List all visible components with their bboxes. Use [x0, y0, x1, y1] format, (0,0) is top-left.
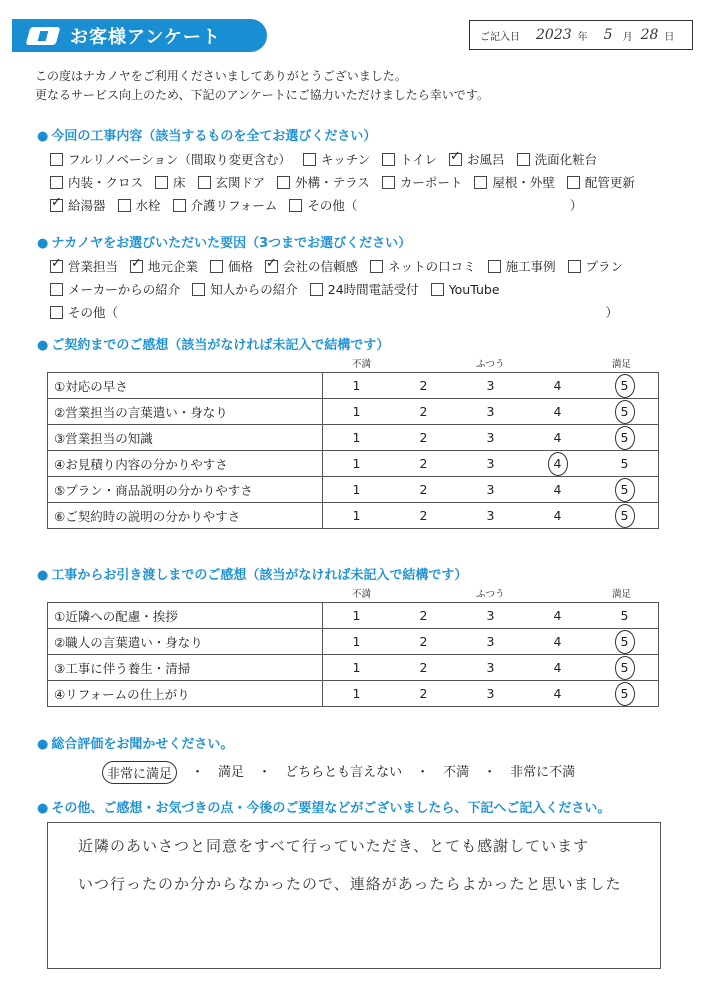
header-bar	[12, 19, 267, 52]
checkbox-label: 洗面化粧台	[534, 152, 598, 167]
checkbox-unchecked[interactable]	[173, 199, 186, 212]
rating-option-1[interactable]: 1	[323, 425, 391, 451]
checkbox-label: トイレ	[400, 152, 438, 167]
checkbox-unchecked[interactable]	[517, 153, 530, 166]
separator: ・	[416, 765, 430, 780]
table-row	[48, 399, 659, 425]
question-cell: ②営業担当の言葉遣い・身なり	[48, 399, 323, 425]
comment-line-1: 近隣のあいさつと同意をすべて行っていただき、とても感謝しています	[78, 837, 590, 855]
checkbox-option[interactable]	[474, 173, 555, 191]
checkbox-checked[interactable]	[449, 153, 462, 166]
rating-option-3[interactable]: 3	[457, 399, 524, 425]
checkbox-option[interactable]	[517, 150, 598, 168]
rating-option-1[interactable]: 1	[323, 373, 391, 399]
checkbox-label: 介護リフォーム	[190, 198, 278, 213]
checkbox-option[interactable]	[568, 257, 624, 275]
checkbox-unchecked[interactable]	[310, 283, 323, 296]
intro-text	[35, 67, 489, 105]
table-row	[48, 451, 659, 477]
checkbox-option[interactable]	[173, 196, 278, 214]
section1-title: ● 今回の工事内容（該当するものを全てお選びください）	[37, 125, 376, 144]
checkbox-label: 施工事例	[505, 259, 556, 274]
checkbox-option[interactable]	[198, 173, 266, 191]
checkbox-option[interactable]	[118, 196, 161, 214]
rating-option-3[interactable]: 3	[457, 373, 524, 399]
selected-rating: 5	[615, 374, 635, 398]
question-cell: ③工事に伴う養生・清掃	[48, 655, 323, 681]
date-field	[469, 20, 693, 50]
checkbox-label: カーポート	[399, 175, 463, 190]
checkbox-option[interactable]	[50, 257, 118, 275]
date-month-unit: 月	[622, 31, 633, 43]
checkbox-label: 営業担当	[68, 259, 119, 274]
checkbox-unchecked[interactable]	[474, 176, 487, 189]
checkbox-option[interactable]	[449, 150, 505, 168]
checkbox-option[interactable]	[303, 150, 370, 168]
checkbox-label: 屋根・外壁	[492, 175, 555, 190]
checkbox-unchecked[interactable]	[568, 260, 581, 273]
table-row	[48, 655, 659, 681]
scale-high-label: 満足	[612, 589, 632, 600]
checkbox-option[interactable]	[310, 280, 419, 298]
selected-rating: 5	[615, 478, 635, 502]
checkbox-option[interactable]	[382, 173, 463, 191]
checkbox-row	[50, 196, 594, 214]
question-cell: ⑥ご契約時の説明の分かりやすさ	[48, 503, 323, 529]
checkbox-unchecked[interactable]	[277, 176, 290, 189]
section4-title: ● 工事からお引き渡しまでのご感想（該当がなければ未記入で結構です）	[37, 564, 467, 583]
rating-option-3[interactable]: 3	[457, 503, 524, 529]
rating-option-1[interactable]: 1	[323, 603, 391, 629]
scale-high-label: 満足	[612, 359, 632, 370]
table-row	[48, 681, 659, 707]
checkbox-row	[50, 150, 609, 168]
table-row	[48, 477, 659, 503]
selected-rating: 5	[615, 400, 635, 424]
rating-option-4[interactable]	[524, 451, 591, 477]
checkbox-label: 玄関ドア	[215, 175, 266, 190]
rating-option-3[interactable]: 3	[457, 477, 524, 503]
checkbox-option[interactable]	[50, 150, 291, 168]
checkbox-label: その他（ ）	[307, 198, 583, 213]
selected-rating: 5	[615, 426, 635, 450]
checkbox-label: メーカーからの紹介	[68, 282, 181, 297]
checkbox-label: お風呂	[467, 152, 505, 167]
rating-option-2[interactable]: 2	[390, 655, 457, 681]
rating-option-4[interactable]: 4	[524, 603, 591, 629]
rating-option-5[interactable]	[591, 425, 659, 451]
table-row	[48, 603, 659, 629]
rating-option-2[interactable]: 2	[390, 373, 457, 399]
checkbox-label: 給湯器	[68, 198, 106, 213]
checkbox-option[interactable]	[488, 257, 556, 275]
separator: ・	[483, 765, 497, 780]
checkbox-checked[interactable]	[50, 199, 63, 212]
checkbox-unchecked[interactable]	[567, 176, 580, 189]
checkbox-label: プラン	[585, 259, 624, 274]
rating-option-2[interactable]: 2	[390, 603, 457, 629]
checkbox-unchecked[interactable]	[155, 176, 168, 189]
date-month: 5	[603, 27, 613, 43]
rating-option-2[interactable]: 2	[390, 399, 457, 425]
rating-option-4[interactable]: 4	[524, 681, 591, 707]
question-cell: ②職人の言葉遣い・身なり	[48, 629, 323, 655]
checkbox-option[interactable]	[50, 196, 106, 214]
rating-option-1[interactable]: 1	[323, 451, 391, 477]
overall-option[interactable]: 不満	[443, 765, 470, 780]
table-row	[48, 373, 659, 399]
checkbox-option[interactable]	[50, 280, 180, 298]
overall-rating-options	[107, 761, 589, 784]
rating-option-3[interactable]: 3	[457, 425, 524, 451]
rating-option-5[interactable]: 5	[591, 451, 659, 477]
checkbox-label: 24時間電話受付	[327, 282, 419, 297]
question-cell: ④お見積り内容の分かりやすさ	[48, 451, 323, 477]
table-row	[48, 629, 659, 655]
checkbox-label: その他（ ）	[68, 305, 619, 320]
rating-option-4[interactable]: 4	[524, 629, 591, 655]
checkbox-label: キッチン	[321, 152, 371, 167]
rating-option-5[interactable]: 5	[591, 603, 659, 629]
date-label: ご記入日	[480, 31, 520, 43]
checkbox-label: 内装・クロス	[68, 175, 144, 190]
table-row	[48, 503, 659, 529]
selected-rating: 5	[615, 656, 635, 680]
checkbox-option[interactable]	[192, 280, 298, 298]
checkbox-option[interactable]	[130, 257, 198, 275]
rating-option-2[interactable]: 2	[390, 425, 457, 451]
section3-title: ● ご契約までのご感想（該当がなければ未記入で結構です）	[37, 334, 389, 353]
section3-table	[47, 372, 659, 529]
checkbox-checked[interactable]	[130, 260, 143, 273]
overall-option[interactable]: 非常に不満	[510, 765, 576, 780]
question-cell: ⑤プラン・商品説明の分かりやすさ	[48, 477, 323, 503]
rating-option-2[interactable]: 2	[390, 629, 457, 655]
comment-line-2: いつ行ったのか分からなかったので、連絡があったらよかったと思いました	[78, 875, 622, 893]
checkbox-label: 価格	[228, 259, 254, 274]
rating-option-4[interactable]: 4	[524, 477, 591, 503]
checkbox-unchecked[interactable]	[431, 283, 444, 296]
rating-option-5[interactable]	[591, 629, 659, 655]
scale-low-label: 不満	[352, 589, 372, 600]
rating-option-1[interactable]: 1	[323, 399, 391, 425]
checkbox-row	[50, 257, 635, 275]
comment-box[interactable]	[47, 822, 661, 969]
question-cell: ④リフォームの仕上がり	[48, 681, 323, 707]
rating-option-3[interactable]: 3	[457, 681, 524, 707]
intro-line-2: 更なるサービス向上のため、下記のアンケートにご協力いただけましたら幸いです。	[35, 88, 489, 102]
scale-mid-label: ふつう	[476, 589, 505, 600]
rating-option-5[interactable]	[591, 399, 659, 425]
checkbox-unchecked[interactable]	[50, 306, 63, 319]
checkbox-unchecked[interactable]	[192, 283, 205, 296]
separator: ・	[191, 765, 205, 780]
checkbox-label: 外構・テラス	[295, 175, 370, 190]
checkbox-option[interactable]	[155, 173, 186, 191]
question-cell: ①近隣への配慮・挨拶	[48, 603, 323, 629]
rating-option-1[interactable]: 1	[323, 629, 391, 655]
selected-rating: 5	[615, 682, 635, 706]
checkbox-label: ネットの口コミ	[388, 259, 476, 274]
checkbox-label: YouTube	[448, 281, 500, 297]
checkbox-label: 水栓	[135, 198, 161, 213]
date-day: 28	[640, 27, 659, 43]
rating-option-5[interactable]	[591, 373, 659, 399]
rating-option-5[interactable]	[591, 655, 659, 681]
rating-option-4[interactable]: 4	[524, 373, 591, 399]
rating-option-1[interactable]: 1	[323, 477, 391, 503]
section2-title: ● ナカノヤをお選びいただいた要因（3つまでお選びください）	[37, 232, 411, 251]
rating-option-3[interactable]: 3	[457, 451, 524, 477]
date-day-unit: 日	[664, 31, 675, 43]
checkbox-option[interactable]	[289, 196, 582, 214]
checkbox-option[interactable]	[277, 173, 370, 191]
checkbox-unchecked[interactable]	[50, 283, 63, 296]
checkbox-option[interactable]	[567, 173, 635, 191]
checkbox-option[interactable]	[265, 257, 358, 275]
date-year-unit: 年	[577, 31, 588, 43]
overall-option[interactable]: 非常に満足	[102, 761, 177, 784]
checkbox-unchecked[interactable]	[370, 260, 383, 273]
rating-option-1[interactable]: 1	[323, 681, 391, 707]
section6-title: ● その他、ご感想・お気づきの点・今後のご要望などがございましたら、下記へご記入ください。	[37, 797, 610, 816]
question-cell: ①対応の早さ	[48, 373, 323, 399]
page-title: お客様アンケート	[70, 26, 221, 48]
rating-option-4[interactable]: 4	[524, 425, 591, 451]
checkbox-option[interactable]	[50, 303, 618, 321]
checkbox-option[interactable]	[50, 173, 143, 191]
checkbox-option[interactable]	[431, 282, 500, 297]
checkbox-checked[interactable]	[265, 260, 278, 273]
checkbox-row	[50, 280, 512, 298]
rating-option-3[interactable]: 3	[457, 629, 524, 655]
question-cell: ③営業担当の知識	[48, 425, 323, 451]
selected-rating: 5	[615, 630, 635, 654]
separator: ・	[258, 765, 272, 780]
intro-line-1: この度はナカノヤをご利用くださいましてありがとうございました。	[35, 69, 407, 83]
checkbox-unchecked[interactable]	[289, 199, 302, 212]
rating-option-3[interactable]: 3	[457, 655, 524, 681]
checkbox-option[interactable]	[210, 257, 253, 275]
checkbox-label: 会社の信頼感	[283, 259, 359, 274]
section5-title: ● 総合評価をお聞かせください。	[37, 733, 233, 752]
rating-option-2[interactable]: 2	[390, 477, 457, 503]
checkbox-unchecked[interactable]	[118, 199, 131, 212]
checkbox-option[interactable]	[370, 257, 476, 275]
rating-option-5[interactable]	[591, 503, 659, 529]
checkbox-option[interactable]	[382, 150, 437, 168]
date-year: 2023	[536, 27, 572, 43]
scale-low-label: 不満	[352, 359, 372, 370]
checkbox-unchecked[interactable]	[210, 260, 223, 273]
rating-option-4[interactable]: 4	[524, 399, 591, 425]
checkbox-label: 知人からの紹介	[210, 282, 298, 297]
rating-option-4[interactable]: 4	[524, 503, 591, 529]
rating-option-2[interactable]: 2	[390, 681, 457, 707]
checkbox-label: 配管更新	[584, 175, 635, 190]
checkbox-label: 床	[173, 175, 186, 190]
table-row	[48, 425, 659, 451]
selected-rating: 4	[548, 452, 568, 476]
checkbox-checked[interactable]	[50, 260, 63, 273]
checkbox-row	[50, 173, 647, 191]
rating-option-2[interactable]: 2	[390, 451, 457, 477]
checkbox-unchecked[interactable]	[488, 260, 501, 273]
checkbox-label: 地元企業	[148, 259, 199, 274]
checkbox-row	[50, 303, 630, 321]
rating-option-5[interactable]	[591, 477, 659, 503]
checkbox-unchecked[interactable]	[50, 176, 63, 189]
rating-option-1[interactable]: 1	[323, 655, 391, 681]
section4-table	[47, 602, 659, 707]
checkbox-unchecked[interactable]	[303, 153, 316, 166]
checkbox-unchecked[interactable]	[382, 176, 395, 189]
rating-option-5[interactable]	[591, 681, 659, 707]
rating-option-1[interactable]: 1	[323, 503, 391, 529]
overall-option[interactable]: 満足	[218, 765, 245, 780]
selected-rating: 5	[615, 504, 635, 528]
rating-option-4[interactable]: 4	[524, 655, 591, 681]
checkbox-unchecked[interactable]	[382, 153, 395, 166]
overall-option[interactable]: どちらとも言えない	[285, 765, 403, 780]
checkbox-unchecked[interactable]	[198, 176, 211, 189]
checkbox-unchecked[interactable]	[50, 153, 63, 166]
scale-mid-label: ふつう	[476, 359, 505, 370]
rating-option-2[interactable]: 2	[390, 503, 457, 529]
company-logo-icon	[26, 27, 61, 45]
checkbox-label: フルリノベーション（間取り変更含む）	[68, 152, 292, 167]
rating-option-3[interactable]: 3	[457, 603, 524, 629]
